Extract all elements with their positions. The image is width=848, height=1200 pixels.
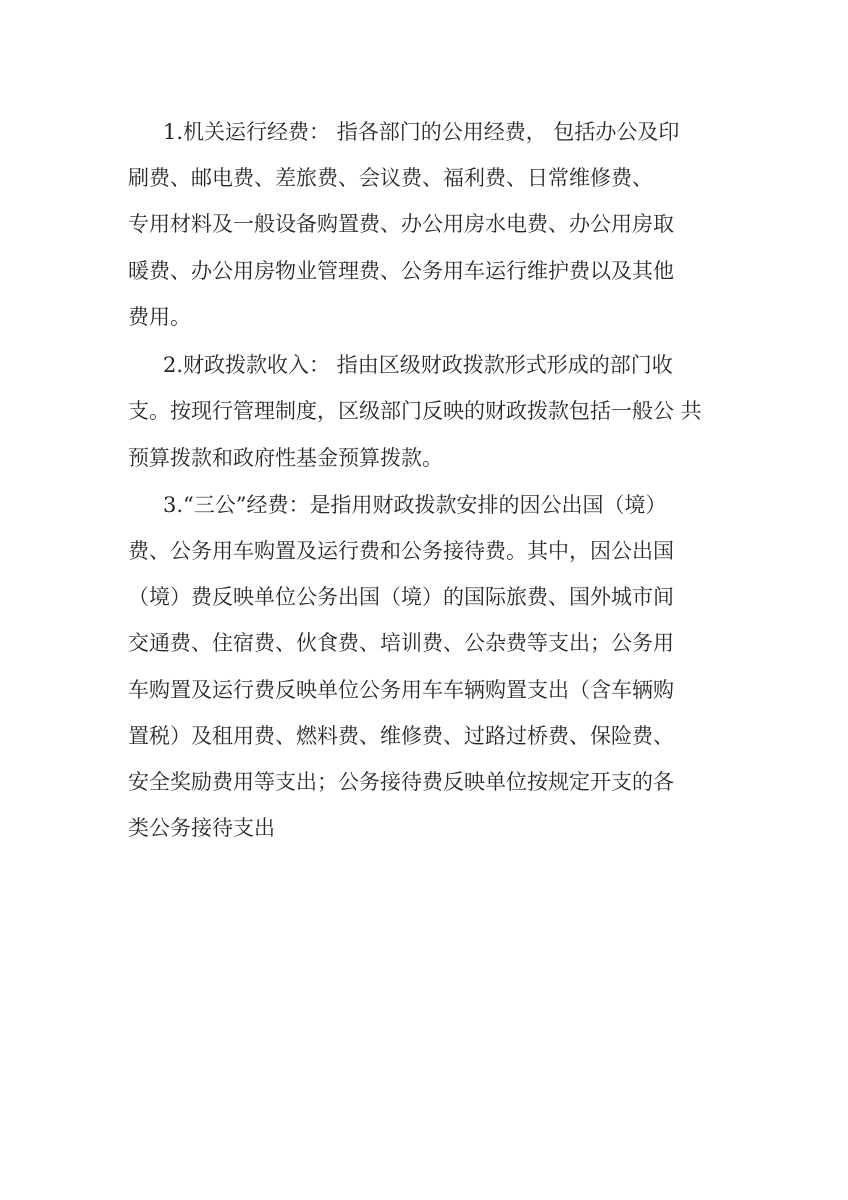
paragraph-3-line-3: （境）费反映单位公务出国（境）的国际旅费、国外城市间 xyxy=(128,585,674,609)
paragraph-3-line-8: 类公务接待支出 xyxy=(128,816,275,840)
paragraph-1-line-5: 费用。 xyxy=(128,305,191,329)
paragraph-1-line-1: 1.机关运行经费： 指各部门的公用经费， 包括办公及印 xyxy=(163,120,680,144)
paragraph-2-line-1: 2.财政拨款收入： 指由区级财政拨款形式形成的部门收 xyxy=(163,353,673,377)
paragraph-1-line-3: 专用材料及一般设备购置费、办公用房水电费、办公用房取 xyxy=(128,212,674,236)
paragraph-2-line-3: 预算拨款和政府性基金预算拨款。 xyxy=(128,446,443,470)
paragraph-1-line-2: 刷费、邮电费、差旅费、会议费、福利费、日常维修费、 xyxy=(128,166,653,190)
paragraph-2-line-2: 支。按现行管理制度，区级部门反映的财政拨款包括一般公 共 xyxy=(128,399,702,423)
paragraph-3-line-7: 安全奖励费用等支出；公务接待费反映单位按规定开支的各 xyxy=(128,770,674,794)
paragraph-3-line-5: 车购置及运行费反映单位公务用车车辆购置支出（含车辆购 xyxy=(128,678,674,702)
paragraph-3-line-2: 费、公务用车购置及运行费和公务接待费。其中，因公出国 xyxy=(128,539,674,563)
paragraph-3-line-1: 3.“三公”经费：是指用财政拨款安排的因公出国（境） xyxy=(163,493,667,517)
paragraph-3-line-6: 置税）及租用费、燃料费、维修费、过路过桥费、保险费、 xyxy=(128,724,674,748)
paragraph-3-line-4: 交通费、住宿费、伙食费、培训费、公杂费等支出；公务用 xyxy=(128,631,674,655)
paragraph-1-line-4: 暖费、办公用房物业管理费、公务用车运行维护费以及其他 xyxy=(128,259,674,283)
